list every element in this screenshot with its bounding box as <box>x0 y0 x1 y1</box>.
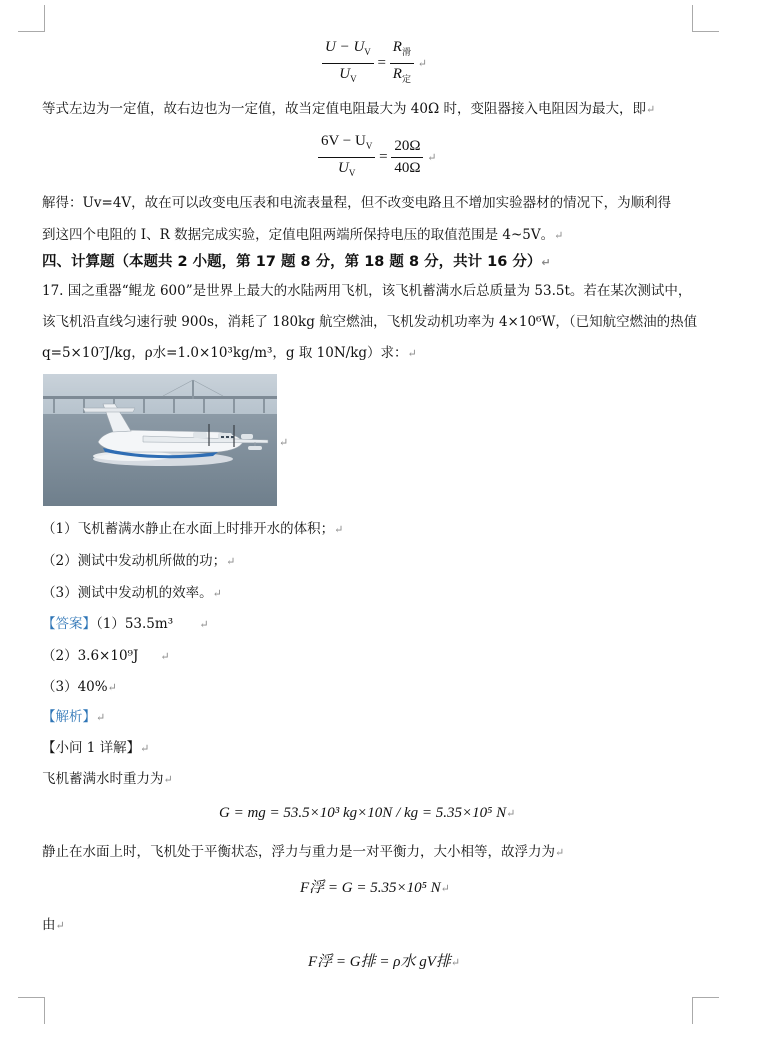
page-corner-mark <box>18 997 45 1024</box>
question-17-text-cont: 该飞机沿直线匀速行驶 900s，消耗了 180kg 航空燃油，飞机发动机功率为 4×10⁶W，（已知航空燃油的热值 <box>42 314 698 330</box>
paragraph-buoyancy: 静止在水面上时，飞机处于平衡状态，浮力与重力是一对平衡力，大小相等，故浮力为↵ <box>42 844 565 860</box>
amphibious-aircraft-photo <box>43 374 277 506</box>
paragraph-reasoning: 等式左边为一定值，故右边也为一定值，故当定值电阻最大为 40Ω 时，变阻器接入电阻因为最大，即↵ <box>42 101 656 117</box>
question-17-text: 17. 国之重器“鲲龙 600”是世界上最大的水陆两用飞机，该飞机蓄满水后总质量为 53.5t。若在某次测试中， <box>42 283 692 299</box>
detail-label: 【小问 1 详解】↵ <box>42 740 150 756</box>
answer-2: （2）3.6×10⁹J ↵ <box>42 648 170 664</box>
equation-voltage-ratio: $\frac{U - U_V}{U_V}$ = $\frac{R_滑}{R_定}$ ↵ <box>322 38 427 89</box>
answer-3: （3）40%↵ <box>42 679 117 695</box>
answer-label: 【答案】 <box>42 616 96 632</box>
equation-gravity: G = mg = 53.5×10³ kg×10N / kg = 5.35×10⁵ N↵ <box>219 805 516 821</box>
answer-1: 【答案】（1）53.5m³ ↵ <box>42 616 209 632</box>
sub-question-2: （2）测试中发动机所做的功；↵ <box>42 553 236 569</box>
paragraph-by: 由↵ <box>42 917 65 933</box>
sub-question-1: （1）飞机蓄满水静止在水面上时排开水的体积；↵ <box>42 521 344 537</box>
equation-substitution: $\frac{6V - U_V}{U_V}$ = $\frac{20\Omega}{40\Omega}$ ↵ <box>318 132 436 183</box>
analysis-label: 【解析】↵ <box>42 709 106 725</box>
paragraph-gravity: 飞机蓄满水时重力为↵ <box>42 771 173 787</box>
equation-buoyancy: F浮 = G = 5.35×10⁵ N↵ <box>300 880 450 896</box>
equation-archimedes: F浮 = G排 = ρ水 gV排↵ <box>308 954 461 970</box>
page-corner-mark <box>18 5 45 32</box>
page-corner-mark <box>692 997 719 1024</box>
sub-question-3: （3）测试中发动机的效率。↵ <box>42 585 222 601</box>
paragraph-solution-cont: 到这四个电阻的 I、R 数据完成实验，定值电阻两端所保持电压的取值范围是 4~5V。↵ <box>42 227 564 243</box>
page-corner-mark <box>692 5 719 32</box>
paragraph-mark: ↵ <box>279 436 289 449</box>
question-17-givens: q=5×10⁷J/kg，ρ水=1.0×10³kg/m³，g 取 10N/kg）求：↵ <box>42 345 417 361</box>
paragraph-solution: 解得：Uv=4V，故在可以改变电压表和电流表量程，但不改变电路且不增加实验器材的情况下，为顺利得 <box>42 195 672 211</box>
section-heading: 四、计算题（本题共 2 小题，第 17 题 8 分，第 18 题 8 分，共计 16 分）↵ <box>42 254 551 270</box>
